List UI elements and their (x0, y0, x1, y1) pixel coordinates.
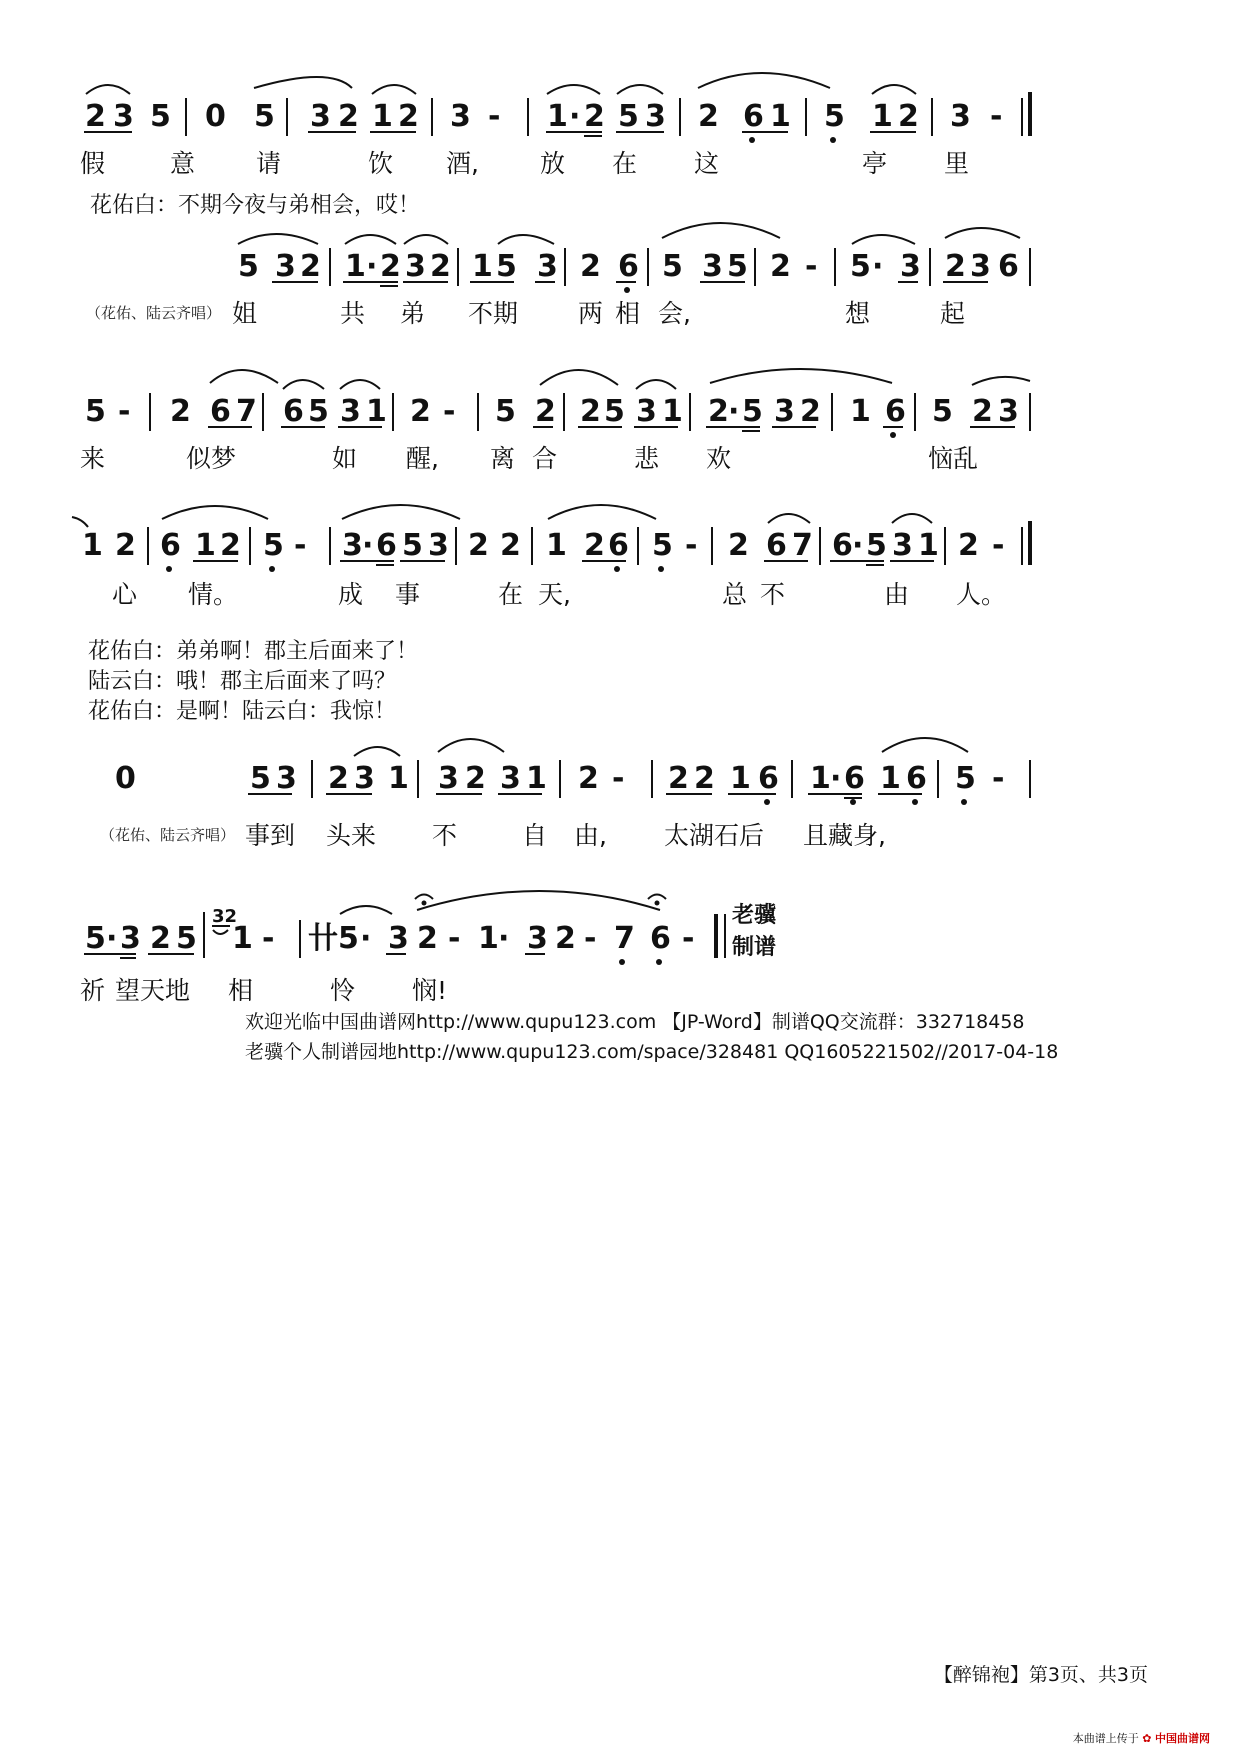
svg-text:2: 2 (708, 394, 729, 429)
svg-text:3: 3 (120, 921, 141, 956)
svg-text:·: · (569, 99, 581, 134)
svg-text:1: 1 (872, 99, 893, 134)
svg-text:6: 6 (608, 528, 629, 563)
svg-text:3: 3 (537, 249, 558, 284)
svg-text:3: 3 (970, 249, 991, 284)
svg-text:·: · (830, 761, 842, 796)
svg-text:-: - (294, 528, 307, 563)
arranger-line: 老骥 (732, 903, 777, 928)
lyric: 怜 (330, 976, 356, 1005)
svg-text:-: - (990, 99, 1003, 134)
lyric: 请 (256, 149, 282, 178)
lyric: 在 (498, 580, 524, 609)
svg-text:6: 6 (906, 761, 927, 796)
svg-text:2: 2 (698, 99, 719, 134)
lyric: 欢 (706, 444, 732, 473)
svg-text:2: 2 (380, 249, 401, 284)
spoken-line-4: 花佑白：是啊！陆云白：我惊！ (88, 699, 397, 724)
svg-text:5: 5 (662, 249, 683, 284)
svg-text:3: 3 (450, 99, 471, 134)
svg-text:3: 3 (340, 394, 361, 429)
svg-text:·: · (728, 394, 740, 429)
svg-text:5: 5 (495, 394, 516, 429)
svg-text:2: 2 (300, 249, 321, 284)
svg-text:1: 1 (880, 761, 901, 796)
lyric: 假 (80, 149, 106, 178)
lyric: 人。 (956, 580, 1007, 609)
svg-text:5: 5 (85, 394, 106, 429)
arranger-line: 制谱 (732, 935, 777, 960)
singer-note: （花佑、陆云齐唱） (100, 826, 236, 844)
svg-text:1: 1 (345, 249, 366, 284)
upload-brand: 中国曲谱网 (1155, 1732, 1210, 1745)
svg-text:3: 3 (774, 394, 795, 429)
lyric: 悯! (412, 976, 448, 1005)
svg-text:5: 5 (150, 99, 171, 134)
notation-row-6 (0, 900, 1240, 980)
score-row-6 (0, 900, 1240, 980)
svg-text:2: 2 (465, 761, 486, 796)
svg-text:1: 1 (546, 528, 567, 563)
svg-text:6: 6 (376, 528, 397, 563)
svg-text:·: · (106, 921, 118, 956)
svg-text:2: 2 (800, 394, 821, 429)
svg-text:2: 2 (728, 528, 749, 563)
footer-line-1: 欢迎光临中国曲谱网http://www.qupu123.com 【JP-Word】制谱QQ交流群：332718458 (245, 1011, 1025, 1033)
svg-text:2: 2 (410, 394, 431, 429)
svg-text:3: 3 (113, 99, 134, 134)
lyric: 事 (395, 580, 421, 609)
svg-text:5: 5 (727, 249, 748, 284)
lyric: 天地 (140, 976, 191, 1005)
svg-text:5: 5 (338, 921, 359, 956)
svg-text:1: 1 (547, 99, 568, 134)
svg-text:2: 2 (770, 249, 791, 284)
svg-text:2: 2 (535, 394, 556, 429)
svg-text:2: 2 (500, 528, 521, 563)
svg-text:2: 2 (958, 528, 979, 563)
svg-text:1: 1 (232, 921, 253, 956)
svg-text:2: 2 (972, 394, 993, 429)
svg-text:2: 2 (170, 394, 191, 429)
svg-text:5: 5 (742, 394, 763, 429)
svg-text:5: 5 (932, 394, 953, 429)
svg-text:2: 2 (584, 99, 605, 134)
svg-text:6: 6 (844, 761, 865, 796)
svg-text:3: 3 (405, 249, 426, 284)
lyric: 饮 (368, 149, 394, 178)
svg-text:-: - (488, 99, 501, 134)
lyric: 成 (338, 580, 364, 609)
svg-text:6: 6 (743, 99, 764, 134)
svg-text:3: 3 (388, 921, 409, 956)
svg-text:3: 3 (354, 761, 375, 796)
svg-text:-: - (992, 761, 1005, 796)
svg-text:2: 2 (555, 921, 576, 956)
svg-text:7: 7 (236, 394, 257, 429)
svg-text:3: 3 (950, 99, 971, 134)
svg-text:5: 5 (176, 921, 197, 956)
svg-text:1: 1 (526, 761, 547, 796)
lyric: 醒, (406, 444, 439, 473)
svg-text:2: 2 (694, 761, 715, 796)
svg-text:-: - (992, 528, 1005, 563)
svg-text:5: 5 (850, 249, 871, 284)
score-row-5 (0, 740, 1240, 820)
lyric: 合 (532, 444, 558, 473)
spoken-line-2: 花佑白：弟弟啊！郡主后面来了！ (88, 639, 419, 664)
lyric: 相 (228, 976, 254, 1005)
svg-text:2: 2 (898, 99, 919, 134)
svg-text:3: 3 (275, 249, 296, 284)
svg-text:2: 2 (580, 249, 601, 284)
lyric-row-6 (0, 971, 1240, 1011)
notation-row-5 (0, 740, 1240, 820)
lyric: 姐 (232, 299, 258, 328)
lyric: 由, (574, 821, 607, 850)
svg-text:6: 6 (832, 528, 853, 563)
svg-text:6: 6 (885, 394, 906, 429)
svg-text:3: 3 (527, 921, 548, 956)
svg-text:1: 1 (472, 249, 493, 284)
lyric-row-3 (0, 439, 1240, 479)
lyric: 亭 (862, 149, 888, 178)
svg-text:5: 5 (85, 921, 106, 956)
lyric: 会, (658, 299, 691, 328)
svg-text:2: 2 (578, 761, 599, 796)
arranger-credit (732, 900, 776, 964)
svg-text:3: 3 (428, 528, 449, 563)
svg-text:1: 1 (372, 99, 393, 134)
svg-text:1: 1 (388, 761, 409, 796)
svg-text:2: 2 (668, 761, 689, 796)
svg-text:6: 6 (160, 528, 181, 563)
lyric: 共 (340, 299, 366, 328)
lyric: 且藏身, (803, 821, 886, 850)
lyric: 情。 (188, 580, 239, 609)
site-logo-icon: ✿ (1142, 1732, 1152, 1745)
lyric: 这 (694, 149, 720, 178)
lyric: 如 (332, 444, 358, 473)
svg-text:0: 0 (115, 761, 136, 796)
lyric: 弟 (400, 299, 426, 328)
upload-prefix: 本曲谱上传于 (1072, 1732, 1139, 1745)
svg-text:1: 1 (195, 528, 216, 563)
svg-text:1: 1 (770, 99, 791, 134)
svg-text:5: 5 (955, 761, 976, 796)
svg-text:2: 2 (430, 249, 451, 284)
svg-text:3: 3 (310, 99, 331, 134)
svg-text:卄: 卄 (308, 921, 338, 956)
svg-text:-: - (584, 921, 597, 956)
lyric: 放 (540, 149, 566, 178)
svg-text:5: 5 (604, 394, 625, 429)
lyric: 由 (884, 580, 910, 609)
lyric: 恼乱 (928, 444, 979, 473)
svg-text:3: 3 (342, 528, 363, 563)
lyric: 似梦 (186, 444, 237, 473)
lyric-row-2 (0, 294, 1240, 334)
lyric: 来 (80, 444, 106, 473)
svg-text:3: 3 (645, 99, 666, 134)
lyric: 想 (845, 299, 871, 328)
lyric: 酒, (446, 149, 479, 178)
lyric: 总 (722, 580, 748, 609)
svg-text:3: 3 (998, 394, 1019, 429)
svg-text:3: 3 (500, 761, 521, 796)
svg-text:3: 3 (900, 249, 921, 284)
lyric: 起 (940, 299, 966, 328)
svg-text:5: 5 (866, 528, 887, 563)
svg-text:5: 5 (824, 99, 845, 134)
singer-note: （花佑、陆云齐唱） (86, 304, 222, 322)
svg-text:5: 5 (652, 528, 673, 563)
svg-text:6: 6 (758, 761, 779, 796)
lyric: 头来 (326, 821, 377, 850)
lyric: 里 (944, 149, 970, 178)
page-info: 【醉锦袍】第3页、共3页 (933, 1664, 1148, 1686)
lyric: 心 (112, 580, 138, 609)
lyric-row-1 (0, 144, 1240, 184)
svg-text:1: 1 (82, 528, 103, 563)
svg-text:6: 6 (283, 394, 304, 429)
svg-text:-: - (682, 921, 695, 956)
svg-text:·: · (362, 528, 374, 563)
svg-text:2: 2 (398, 99, 419, 134)
lyric: 意 (170, 149, 196, 178)
svg-text:6: 6 (618, 249, 639, 284)
svg-text:0: 0 (205, 99, 226, 134)
svg-text:1: 1 (662, 394, 683, 429)
svg-text:·: · (852, 528, 864, 563)
svg-text:-: - (685, 528, 698, 563)
svg-text:·: · (366, 249, 378, 284)
svg-text:1: 1 (478, 921, 499, 956)
svg-text:-: - (118, 394, 131, 429)
svg-text:5: 5 (254, 99, 275, 134)
svg-text:2: 2 (85, 99, 106, 134)
svg-text:1: 1 (366, 394, 387, 429)
svg-text:6: 6 (766, 528, 787, 563)
svg-text:-: - (443, 394, 456, 429)
svg-text:5: 5 (618, 99, 639, 134)
svg-text:5: 5 (238, 249, 259, 284)
svg-text:1: 1 (810, 761, 831, 796)
lyric: 相 (615, 299, 641, 328)
lyric: 自 (522, 821, 548, 850)
svg-text:7: 7 (792, 528, 813, 563)
lyric: 祈 (80, 976, 106, 1005)
grace-notes: 32 (212, 906, 238, 927)
svg-text:1: 1 (730, 761, 751, 796)
svg-text:-: - (805, 249, 818, 284)
svg-text:3: 3 (636, 394, 657, 429)
lyric-row-4 (0, 575, 1240, 615)
svg-text:·: · (872, 249, 884, 284)
svg-text:-: - (262, 921, 275, 956)
svg-text:2: 2 (328, 761, 349, 796)
lyric: 太湖石后 (664, 821, 765, 850)
svg-text:5: 5 (496, 249, 517, 284)
lyric: 天, (538, 580, 571, 609)
svg-text:5: 5 (250, 761, 271, 796)
svg-text:2: 2 (584, 528, 605, 563)
svg-text:2: 2 (580, 394, 601, 429)
svg-text:3: 3 (702, 249, 723, 284)
lyric: 事到 (245, 821, 296, 850)
lyric: 两 (578, 299, 604, 328)
svg-text:3: 3 (892, 528, 913, 563)
lyric: 悲 (634, 444, 660, 473)
lyric: 在 (612, 149, 638, 178)
upload-credit (1073, 1730, 1210, 1746)
svg-text:2: 2 (220, 528, 241, 563)
svg-text:2: 2 (417, 921, 438, 956)
svg-text:6: 6 (650, 921, 671, 956)
lyric: 不 (432, 821, 458, 850)
svg-text:6: 6 (210, 394, 231, 429)
lyric: 不 (760, 580, 786, 609)
svg-text:2: 2 (115, 528, 136, 563)
lyric-row-5 (0, 816, 1240, 856)
svg-text:5: 5 (263, 528, 284, 563)
svg-text:·: · (360, 921, 372, 956)
svg-text:5: 5 (308, 394, 329, 429)
svg-text:3: 3 (276, 761, 297, 796)
svg-text:·: · (498, 921, 510, 956)
svg-text:6: 6 (998, 249, 1019, 284)
spoken-line-3: 陆云白：哦！郡主后面来了吗？ (88, 669, 397, 694)
svg-text:3: 3 (438, 761, 459, 796)
svg-text:-: - (448, 921, 461, 956)
lyric: 望 (115, 976, 141, 1005)
spoken-line-1: 花佑白：不期今夜与弟相会，哎！ (90, 193, 421, 218)
svg-text:5: 5 (402, 528, 423, 563)
svg-text:2: 2 (338, 99, 359, 134)
svg-text:2: 2 (945, 249, 966, 284)
svg-text:2: 2 (150, 921, 171, 956)
svg-text:1: 1 (918, 528, 939, 563)
svg-text:1: 1 (850, 394, 871, 429)
lyric: 不期 (468, 299, 519, 328)
svg-text:-: - (612, 761, 625, 796)
footer-line-2: 老骥个人制谱园地http://www.qupu123.com/space/328481 QQ1605221502//2017-04-18 (245, 1041, 1059, 1063)
svg-text:2: 2 (468, 528, 489, 563)
lyric: 离 (490, 444, 516, 473)
svg-text:7: 7 (614, 921, 635, 956)
